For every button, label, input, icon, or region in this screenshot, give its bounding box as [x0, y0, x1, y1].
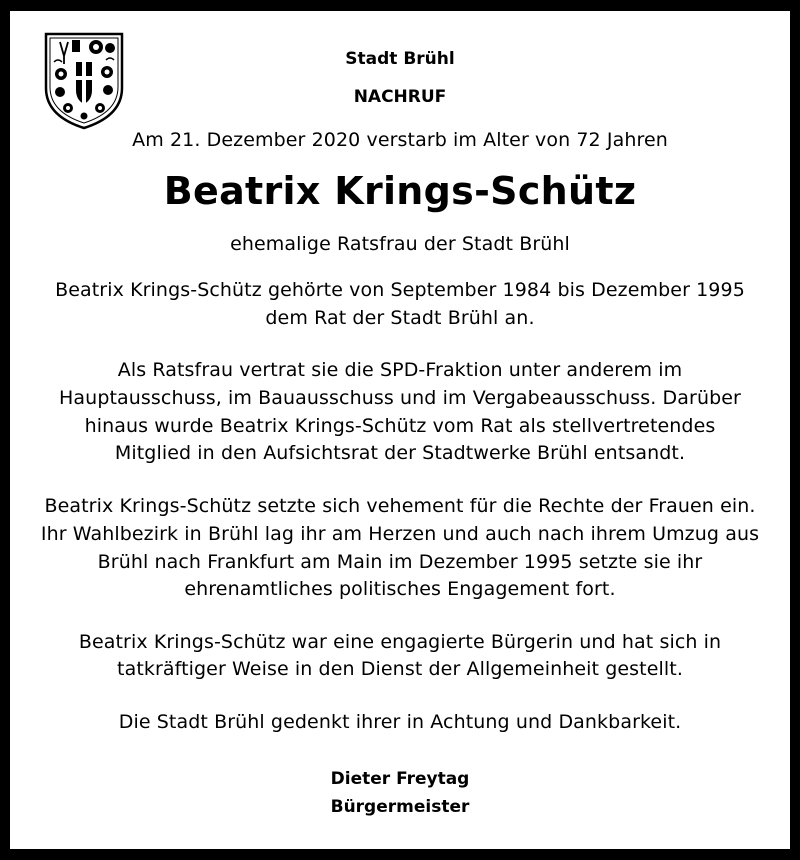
obituary-notice	[10, 11, 790, 849]
paragraph-line: Brühl nach Frankfurt am Main im Dezember 1995 setzte sie ihr	[97, 551, 703, 573]
paragraph-line: hinaus wurde Beatrix Krings-Schütz vom Rat als stellvertretendes	[84, 415, 716, 437]
paragraph-line: dem Rat der Stadt Brühl an.	[265, 307, 535, 329]
paragraph-line: tatkräftiger Weise in den Dienst der Allgemeinheit gestellt.	[117, 658, 683, 680]
city-coat-of-arms-icon	[44, 32, 124, 130]
paragraph-line: Die Stadt Brühl gedenkt ihrer in Achtung und Dankbarkeit.	[118, 711, 682, 733]
paragraph-line: Als Ratsfrau vertrat sie die SPD-Fraktion unter anderem im	[117, 359, 683, 381]
notice-heading: NACHRUF	[353, 87, 447, 107]
paragraph-line: Ihr Wahlbezirk in Brühl lag ihr am Herzen und auch nach ihrem Umzug aus	[40, 523, 760, 545]
paragraph-line: Mitglied in den Aufsichtsrat der Stadtwerke Brühl entsandt.	[114, 442, 686, 464]
city-name: Stadt Brühl	[345, 49, 455, 69]
deceased-role: ehemalige Ratsfrau der Stadt Brühl	[230, 233, 570, 255]
paragraph-line: Beatrix Krings-Schütz gehörte von September 1984 bis Dezember 1995	[55, 279, 745, 301]
signatory-title: Bürgermeister	[330, 797, 470, 817]
paragraph-line: Hauptausschuss, im Bauausschuss und im Vergabeausschuss. Darüber	[59, 387, 741, 409]
paragraph-line: Beatrix Krings-Schütz war eine engagierte Bürgerin und hat sich in	[78, 631, 722, 653]
deceased-name: Beatrix Krings-Schütz	[163, 169, 637, 213]
paragraph-line: ehrenamtliches politisches Engagement fort.	[184, 578, 616, 600]
paragraph-line: Beatrix Krings-Schütz setzte sich vehement für die Rechte der Frauen ein.	[44, 495, 756, 517]
signatory-name: Dieter Freytag	[330, 769, 470, 789]
death-announcement: Am 21. Dezember 2020 verstarb im Alter von 72 Jahren	[132, 129, 668, 151]
